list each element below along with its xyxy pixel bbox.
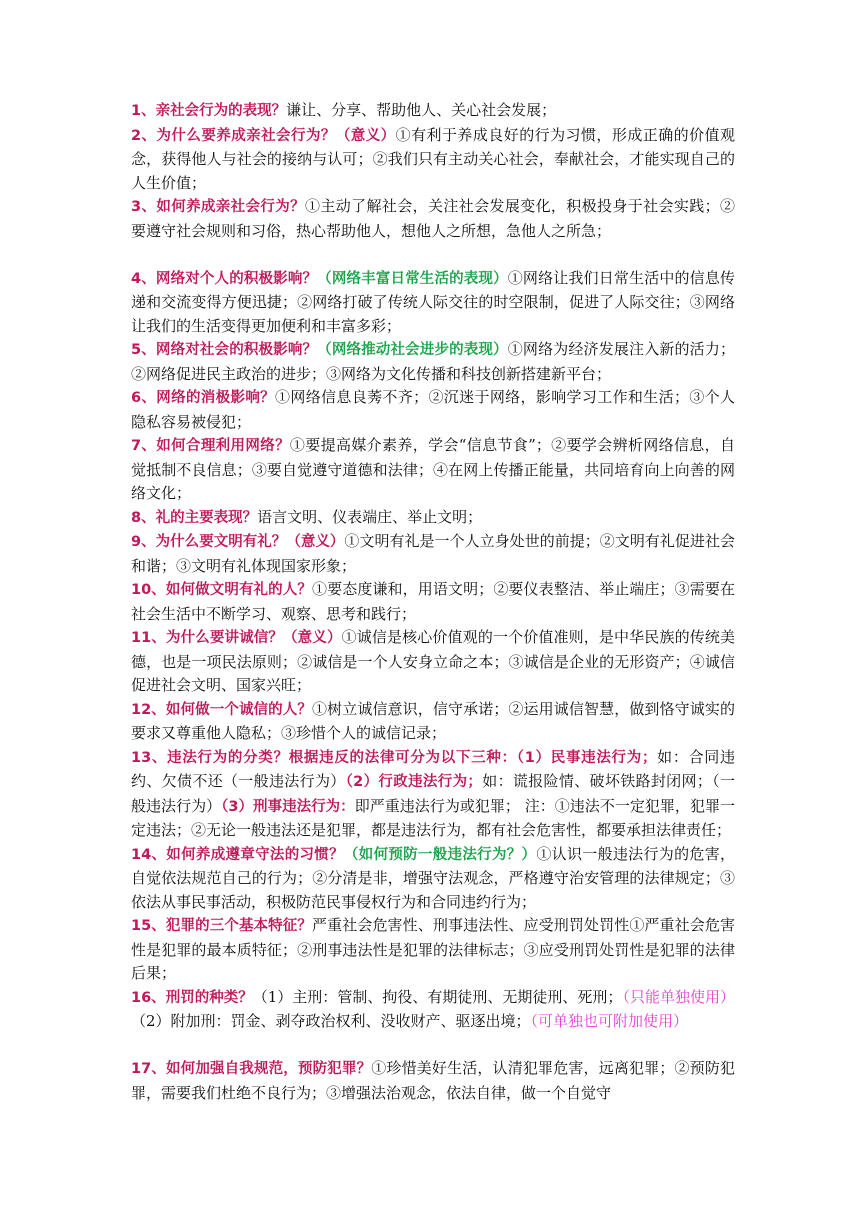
- answer-text: ①认识一般违法行为的危害，自觉依法规范自己的行为；②分清是非，增强守法观念，严格遵守治安管理的法律规定；③依法从事民事活动，积极防范民事侵权行为和合同违约行为；: [131, 844, 735, 911]
- answer-text: ①树立诚信意识，信守承诺；②运用诚信智慧，做到恪守诚实的要求又尊重他人隐私；③珍惜个人的诚信记录；: [131, 699, 735, 742]
- answer-text: ①珍惜美好生活，认清犯罪危害，远离犯罪；②预防犯罪，需要我们杜绝不良行为；③增强法治观念，依法自律，做一个自觉守: [131, 1059, 735, 1102]
- paragraph-spacer: [131, 1034, 735, 1058]
- answer-text: ①诚信是核心价值观的一个价值准则，是中华民族的传统美德，也是一项民法原则；②诚信是一个人安身立命之本；③诚信是企业的无形资产；④诚信促进社会文明、国家兴旺；: [131, 628, 735, 694]
- qa-paragraph: [131, 386, 735, 434]
- answer-text: ①网络为经济发展注入新的活力；②网络促进民主政治的进步；③网络为文化传播和科技创新搭建新平台；: [131, 340, 735, 383]
- qa-paragraph: [131, 626, 735, 698]
- note-green: （网络丰富日常生活的表现）: [317, 270, 508, 287]
- question-heading: 2、为什么要养成亲社会行为？（意义）: [131, 127, 396, 144]
- answer-text: 语言文明、仪表端庄、举止文明；: [257, 507, 483, 526]
- qa-paragraph: [131, 434, 735, 506]
- question-heading: （3）刑事违法行为：: [221, 798, 355, 815]
- question-heading: 14、如何养成遵章守法的习惯？: [131, 846, 344, 863]
- qa-paragraph: [131, 578, 735, 626]
- question-heading: 17、如何加强自我规范，预防犯罪？: [131, 1061, 372, 1077]
- question-heading: 4、网络对个人的积极影响？: [131, 270, 318, 287]
- question-heading: 11、为什么要讲诚信？（意义）: [131, 630, 342, 646]
- answer-text: ①要提高媒介素养，学会“信息节食”；②要学会辨析网络信息，自觉抵制不良信息；③要自觉遵守道德和法律；④在网上传播正能量，共同培育向上向善的网络文化；: [131, 436, 735, 502]
- question-heading: 7、如何合理利用网络？: [131, 438, 290, 454]
- question-heading: 10、如何做文明有礼的人？: [131, 582, 312, 598]
- question-heading: （2）行政违法行为；: [345, 774, 482, 790]
- question-heading: 3、如何养成亲社会行为？: [131, 199, 306, 215]
- document-body: [131, 99, 735, 1105]
- answer-text: ①有利于养成良好的行为习惯，形成正确的价值观念，获得他人与社会的接纳与认可；②我们只有主动关心社会，奉献社会，才能实现自己的人生价值；: [131, 125, 735, 192]
- question-heading: 13、违法行为的分类？根据违反的法律可分为以下三种：（1）民事违法行为；: [131, 749, 657, 766]
- qa-paragraph: [131, 99, 735, 124]
- note-green: （如何预防一般违法行为？）: [343, 846, 537, 863]
- qa-paragraph: [131, 843, 735, 915]
- question-heading: 5、网络对社会的积极影响？: [131, 342, 318, 358]
- qa-paragraph: [131, 195, 735, 243]
- question-heading: 9、为什么要文明有礼？（意义）: [131, 534, 345, 550]
- qa-paragraph: [131, 1057, 735, 1105]
- question-heading: 6、网络的消极影响？: [131, 390, 276, 406]
- qa-paragraph: [131, 698, 735, 746]
- qa-paragraph: [131, 124, 735, 196]
- answer-text: ①网络让我们日常生活中的信息传递和交流变得方便迅捷；②网络打破了传统人际交往的时空限制，促进了人际交往；③网络让我们的生活变得更加便利和丰富多彩；: [131, 268, 735, 335]
- answer-text: 如：合同违约、欠债不还（一般违法行为）: [131, 747, 735, 790]
- question-heading: 12、如何做一个诚信的人？: [131, 701, 312, 718]
- answer-text: 谦让、分享、帮助他人、关心社会发展；: [286, 101, 557, 119]
- answer-text: ①主动了解社会，关注社会发展变化，积极投身于社会实践；②要遵守社会规则和习俗，热心帮助他人，想他人之所想，急他人之所急；: [131, 197, 735, 240]
- question-heading: 16、刑罚的种类？: [131, 989, 253, 1006]
- answer-text: ①网络信息良莠不齐；②沉迷于网络，影响学习工作和生活；③个人隐私容易被侵犯；: [131, 388, 735, 431]
- note-pink: （可单独也可附加使用）: [530, 1012, 689, 1030]
- qa-paragraph: [131, 986, 735, 1034]
- qa-paragraph: [131, 338, 735, 386]
- answer-text: （1）主刑：管制、拘役、有期徒刑、无期徒刑、死刑；: [252, 987, 623, 1006]
- qa-paragraph: [131, 267, 735, 339]
- qa-paragraph: [131, 506, 735, 531]
- question-heading: 1、亲社会行为的表现？: [131, 103, 287, 119]
- qa-paragraph: [131, 530, 735, 578]
- answer-text: 严重社会危害性、刑事违法性、应受刑罚处罚性①严重社会危害性是犯罪的最本质特征；②刑事违法性是犯罪的法律标志；③应受刑罚处罚性是犯罪的法律后果；: [131, 916, 735, 982]
- note-pink: （只能单独使用）: [622, 987, 735, 1006]
- answer-text: ①文明有礼是一个人立身处世的前提；②文明有礼促进社会和谐；③文明有礼体现国家形象；: [131, 532, 735, 575]
- answer-text: 即严重违法行为或犯罪； 注：①违法不一定犯罪，犯罪一定违法；②无论一般违法还是犯罪，都是违法行为，都有社会危害性，都要承担法律责任；: [131, 796, 735, 839]
- note-green: （网络推动社会进步的表现）: [317, 342, 508, 358]
- question-heading: 15、犯罪的三个基本特征？: [131, 918, 312, 934]
- answer-text: 如：谎报险情、破坏铁路封闭网；（一般违法行为）: [131, 772, 735, 815]
- qa-paragraph: [131, 746, 735, 843]
- question-heading: 8、礼的主要表现？: [131, 509, 258, 526]
- answer-text: ①要态度谦和，用语文明；②要仪表整洁、举止端庄；③需要在社会生活中不断学习、观察、思考和践行；: [131, 580, 735, 623]
- qa-paragraph: [131, 914, 735, 986]
- answer-text: （2）附加刑：罚金、剥夺政治权利、没收财产、驱逐出境；: [131, 1012, 531, 1030]
- paragraph-spacer: [131, 243, 735, 267]
